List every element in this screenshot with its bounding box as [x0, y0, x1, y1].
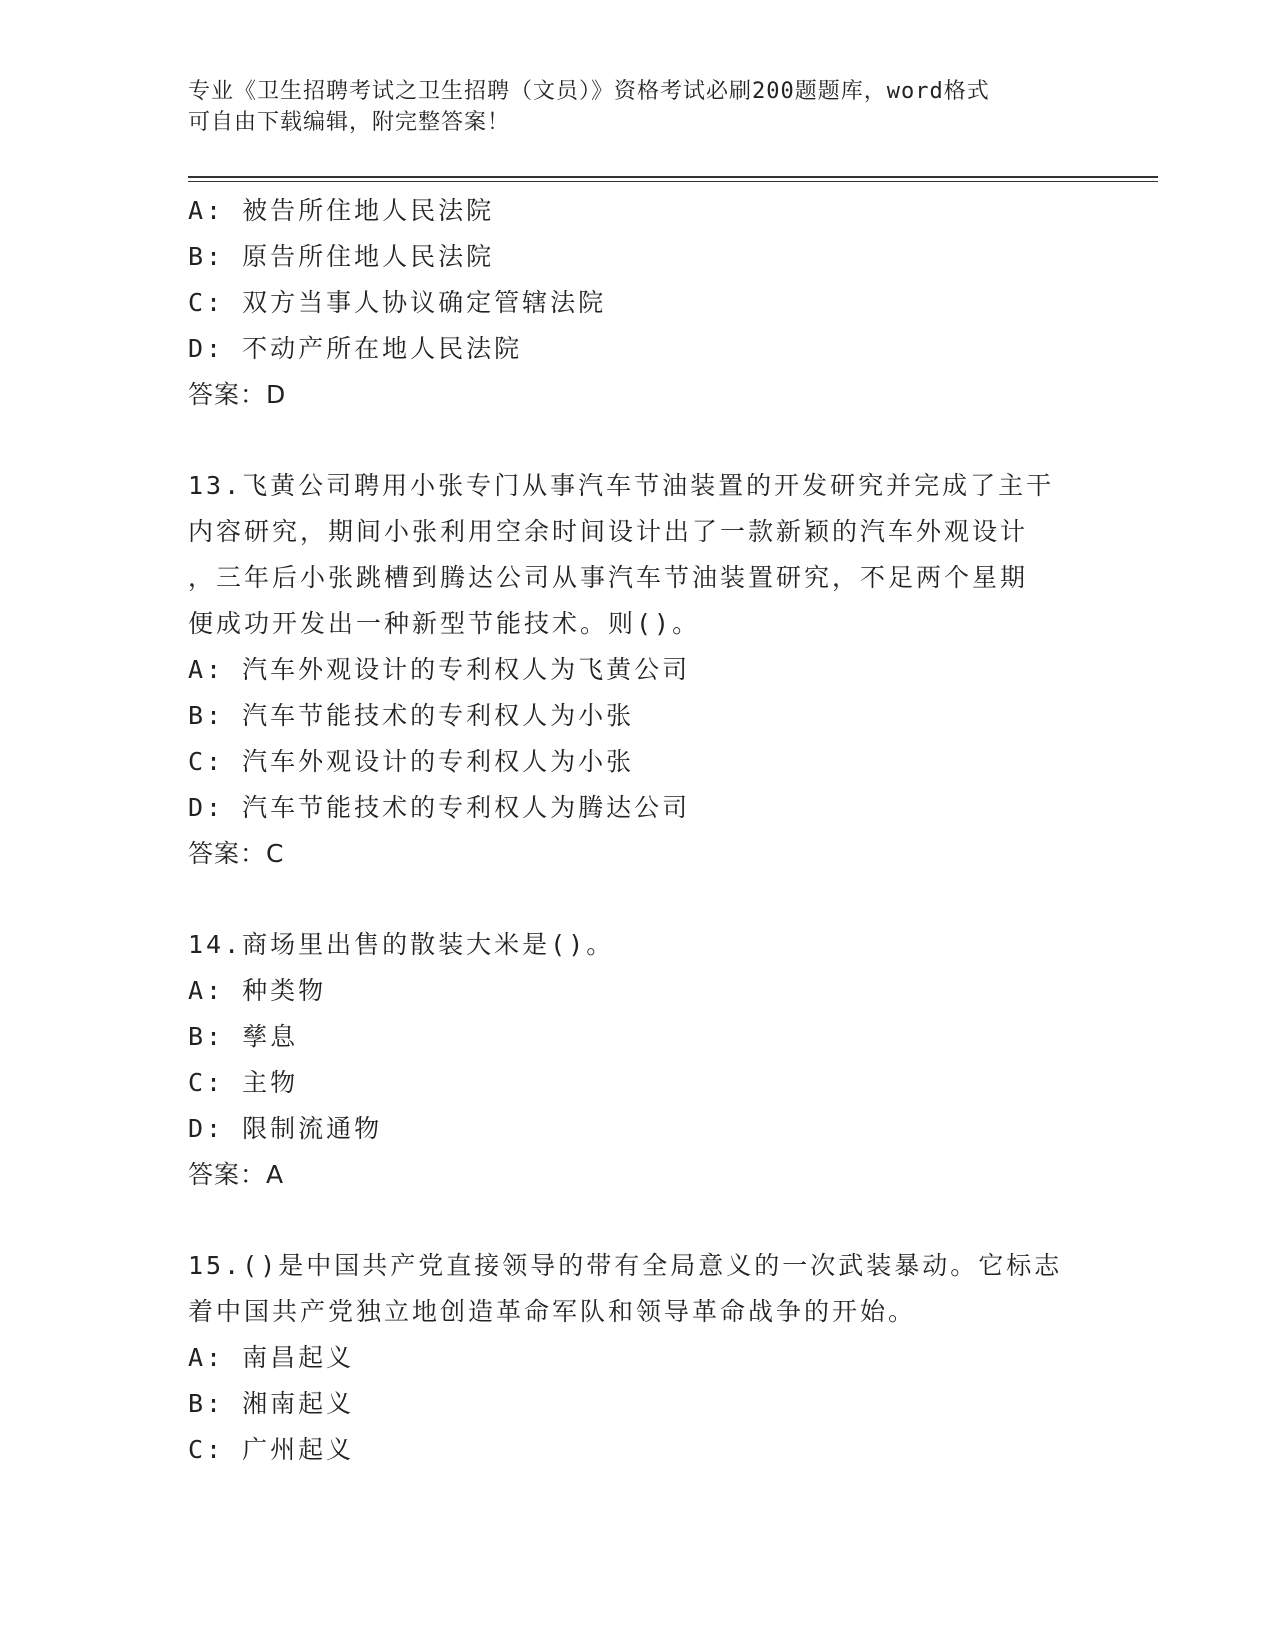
question-text-line: 着中国共产党独立地创造革命军队和领导革命战争的开始。 [188, 1297, 917, 1326]
option-c: C: 广州起义 [188, 1435, 355, 1464]
answer-label: 答案：C [188, 839, 285, 868]
question-text-line: 便成功开发出一种新型节能技术。则()。 [188, 609, 701, 638]
option-c: C: 双方当事人协议确定管辖法院 [188, 288, 607, 317]
header-line-1: 专业《卫生招聘考试之卫生招聘（文员）》资格考试必刷200题题库，word格式 [188, 79, 990, 104]
question-text-line: 14.商场里出售的散装大米是()。 [188, 930, 615, 959]
question-12 [188, 188, 1088, 418]
option-a: A: 汽车外观设计的专利权人为飞黄公司 [188, 655, 691, 684]
answer-label: 答案：A [188, 1160, 285, 1189]
header-line-2: 可自由下载编辑，附完整答案！ [188, 110, 511, 135]
question-13 [188, 463, 1088, 877]
header-rule-thin [188, 181, 1158, 182]
question-14 [188, 922, 1088, 1198]
question-content [188, 188, 1088, 1473]
option-d: D: 不动产所在地人民法院 [188, 334, 523, 363]
option-d: D: 汽车节能技术的专利权人为腾达公司 [188, 793, 691, 822]
answer-label: 答案：D [188, 380, 287, 409]
document-header [188, 76, 1088, 138]
option-a: A: 南昌起义 [188, 1343, 355, 1372]
option-d: D: 限制流通物 [188, 1114, 383, 1143]
question-text-line: 15.()是中国共产党直接领导的带有全局意义的一次武装暴动。它标志 [188, 1251, 1063, 1280]
option-b: B: 原告所住地人民法院 [188, 242, 495, 271]
spacer [188, 418, 1088, 463]
option-b: B: 孳息 [188, 1022, 299, 1051]
spacer [188, 877, 1088, 922]
option-b: B: 湘南起义 [188, 1389, 355, 1418]
option-c: C: 汽车外观设计的专利权人为小张 [188, 747, 635, 776]
question-text-line: 13.飞黄公司聘用小张专门从事汽车节油装置的开发研究并完成了主干 [188, 471, 1055, 500]
option-a: A: 被告所住地人民法院 [188, 196, 495, 225]
option-c: C: 主物 [188, 1068, 299, 1097]
question-text-line: 内容研究，期间小张利用空余时间设计出了一款新颖的汽车外观设计 [188, 517, 1029, 546]
header-rule-thick [188, 176, 1158, 178]
option-a: A: 种类物 [188, 976, 327, 1005]
question-15 [188, 1243, 1088, 1473]
question-text-line: ，三年后小张跳槽到腾达公司从事汽车节油装置研究，不足两个星期 [188, 563, 1029, 592]
option-b: B: 汽车节能技术的专利权人为小张 [188, 701, 635, 730]
spacer [188, 1198, 1088, 1243]
